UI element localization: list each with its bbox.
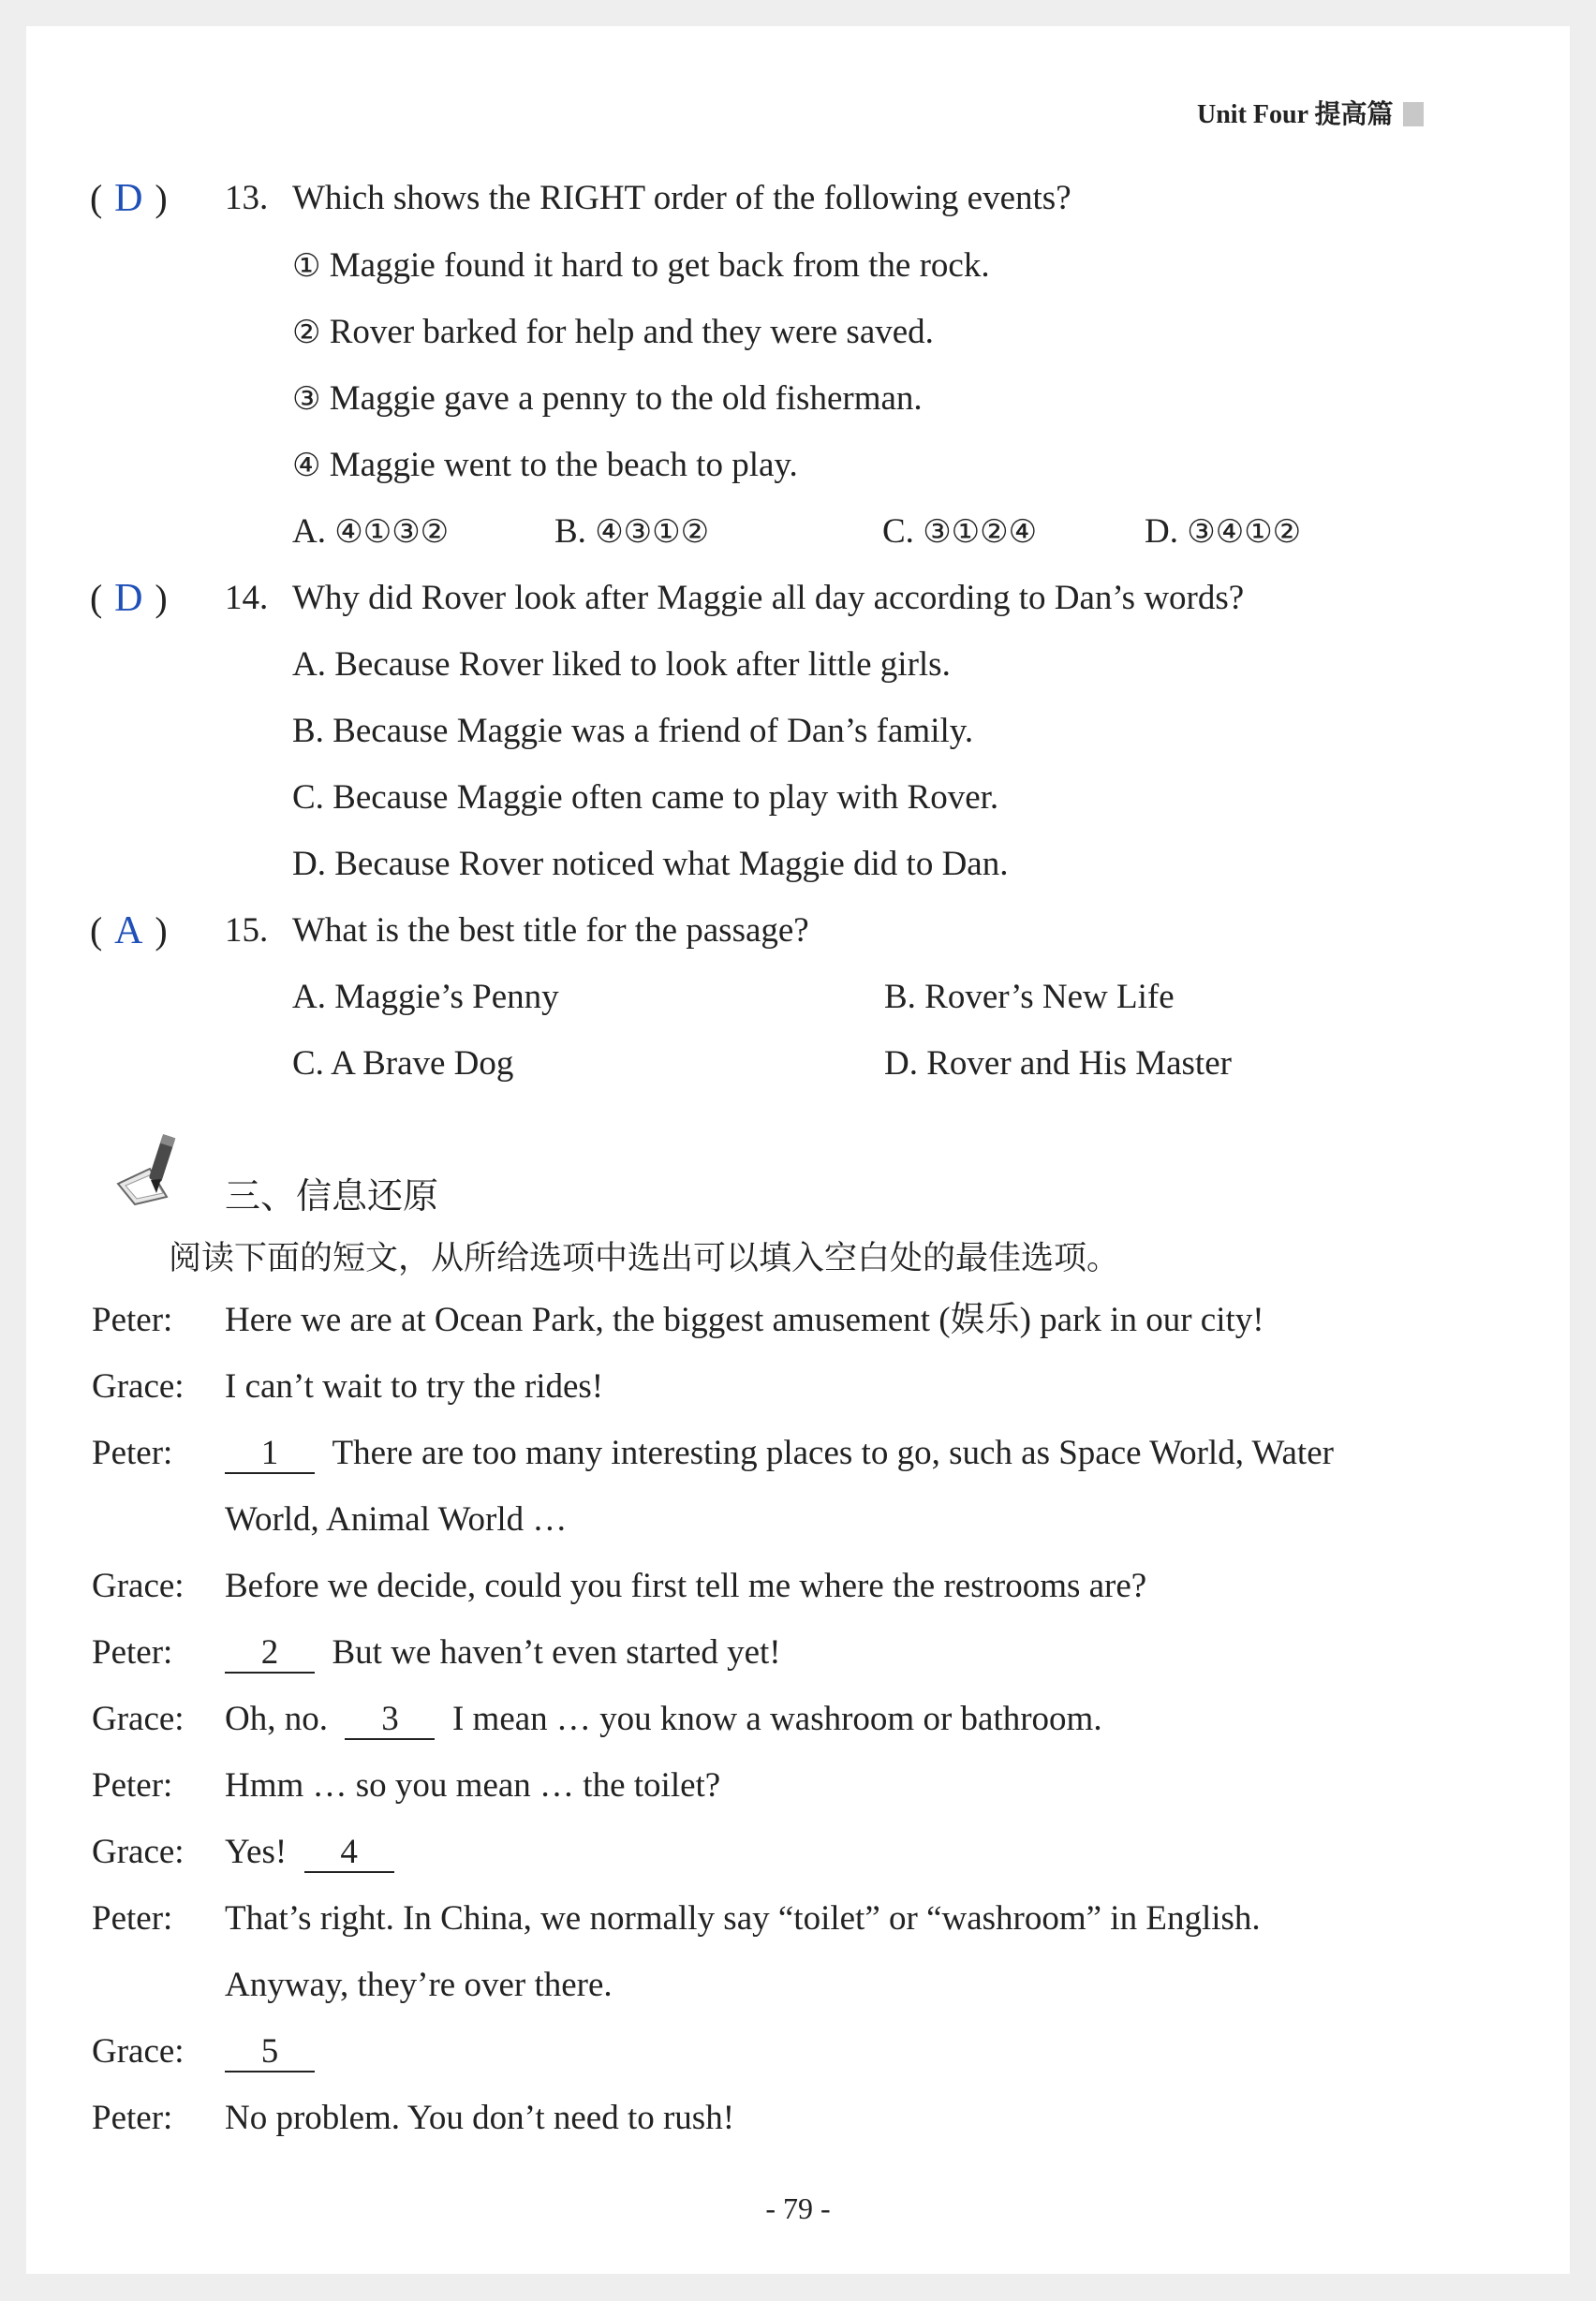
speaker-label: Peter:: [92, 2099, 173, 2137]
answer-13: D: [114, 177, 143, 220]
dialogue-line: [225, 2031, 315, 2072]
option-13-a: A. ④①③②: [292, 512, 450, 551]
dialogue-line: World, Animal World …: [225, 1500, 568, 1539]
speaker-label: Peter:: [92, 1633, 173, 1672]
question-13-text: Which shows the RIGHT order of the following events?: [292, 179, 1071, 217]
header-marker: [1403, 102, 1424, 126]
pencil-icon: [112, 1131, 193, 1206]
option-15-c: C. A Brave Dog: [292, 1044, 514, 1083]
blank-5[interactable]: 5: [225, 2033, 315, 2072]
option-14-d: D. Because Rover noticed what Maggie did to Dan.: [292, 845, 1009, 883]
dialogue-line: Here we are at Ocean Park, the biggest amusement (娱乐) park in our city!: [225, 1301, 1264, 1339]
page-header: [1197, 94, 1424, 131]
dialogue-line: Yes! 4: [225, 1832, 394, 1873]
answer-bracket: (: [90, 909, 103, 951]
dialogue-line: Hmm … so you mean … the toilet?: [225, 1766, 721, 1805]
section-instruction: 阅读下面的短文，从所给选项中选出可以填入空白处的最佳选项。: [169, 1240, 1120, 1277]
speaker-label: Peter:: [92, 1899, 173, 1938]
blank-2[interactable]: 2: [225, 1634, 315, 1674]
dialogue-line: That’s right. In China, we normally say “toilet” or “washroom” in English.: [225, 1899, 1261, 1938]
option-15-b: B. Rover’s New Life: [884, 978, 1175, 1016]
question-15-text: What is the best title for the passage?: [292, 911, 809, 950]
question-13: [90, 178, 168, 221]
option-14-c: C. Because Maggie often came to play with Rover.: [292, 778, 999, 817]
question-15: [90, 910, 168, 953]
answer-bracket: (: [90, 177, 103, 219]
dialogue-line: 2 But we haven’t even started yet!: [225, 1632, 781, 1674]
question-13-number: 13.: [225, 179, 269, 217]
answer-bracket: ): [155, 177, 168, 219]
speaker-label: Grace:: [92, 1567, 185, 1605]
dialogue-line: No problem. You don’t need to rush!: [225, 2099, 735, 2137]
dialogue-line: I can’t wait to try the rides!: [225, 1367, 604, 1406]
question-14-text: Why did Rover look after Maggie all day according to Dan’s words?: [292, 579, 1245, 617]
header-title: Unit Four 提高篇: [1197, 100, 1394, 129]
option-15-d: D. Rover and His Master: [884, 1044, 1232, 1083]
speaker-label: Grace:: [92, 1833, 185, 1871]
page-number: - 79 -: [765, 2191, 831, 2225]
blank-3[interactable]: 3: [345, 1701, 435, 1740]
answer-14: D: [114, 577, 143, 620]
option-14-a: A. Because Rover liked to look after little girls.: [292, 645, 951, 684]
speaker-label: Peter:: [92, 1434, 173, 1472]
speaker-label: Peter:: [92, 1766, 173, 1805]
event-2: ② Rover barked for help and they were saved.: [292, 313, 934, 351]
speaker-label: Grace:: [92, 1367, 185, 1406]
blank-4[interactable]: 4: [304, 1834, 394, 1873]
event-1: ① Maggie found it hard to get back from the rock.: [292, 246, 990, 285]
speaker-label: Grace:: [92, 1700, 185, 1738]
question-14: [90, 578, 168, 621]
option-14-b: B. Because Maggie was a friend of Dan’s family.: [292, 712, 974, 750]
event-4: ④ Maggie went to the beach to play.: [292, 446, 798, 484]
answer-15: A: [114, 909, 143, 952]
section-heading: 三、信息还原: [225, 1175, 439, 1217]
question-14-number: 14.: [225, 579, 269, 617]
option-15-a: A. Maggie’s Penny: [292, 978, 559, 1016]
option-13-d: D. ③④①②: [1145, 512, 1302, 551]
speaker-label: Grace:: [92, 2032, 185, 2071]
dialogue-line: Before we decide, could you first tell me where the restrooms are?: [225, 1567, 1147, 1605]
blank-1[interactable]: 1: [225, 1435, 315, 1474]
answer-bracket: ): [155, 577, 168, 619]
speaker-label: Peter:: [92, 1301, 173, 1339]
question-15-number: 15.: [225, 911, 269, 950]
event-3: ③ Maggie gave a penny to the old fisherman.: [292, 379, 923, 418]
answer-bracket: (: [90, 577, 103, 619]
option-13-c: C. ③①②④: [882, 512, 1038, 551]
dialogue-line: 1 There are too many interesting places to go, such as Space World, Water: [225, 1433, 1334, 1474]
option-13-b: B. ④③①②: [554, 512, 710, 551]
dialogue-line: Oh, no. 3 I mean … you know a washroom or bathroom.: [225, 1700, 1102, 1738]
answer-bracket: ): [155, 909, 168, 951]
dialogue-line: Anyway, they’re over there.: [225, 1966, 613, 2004]
